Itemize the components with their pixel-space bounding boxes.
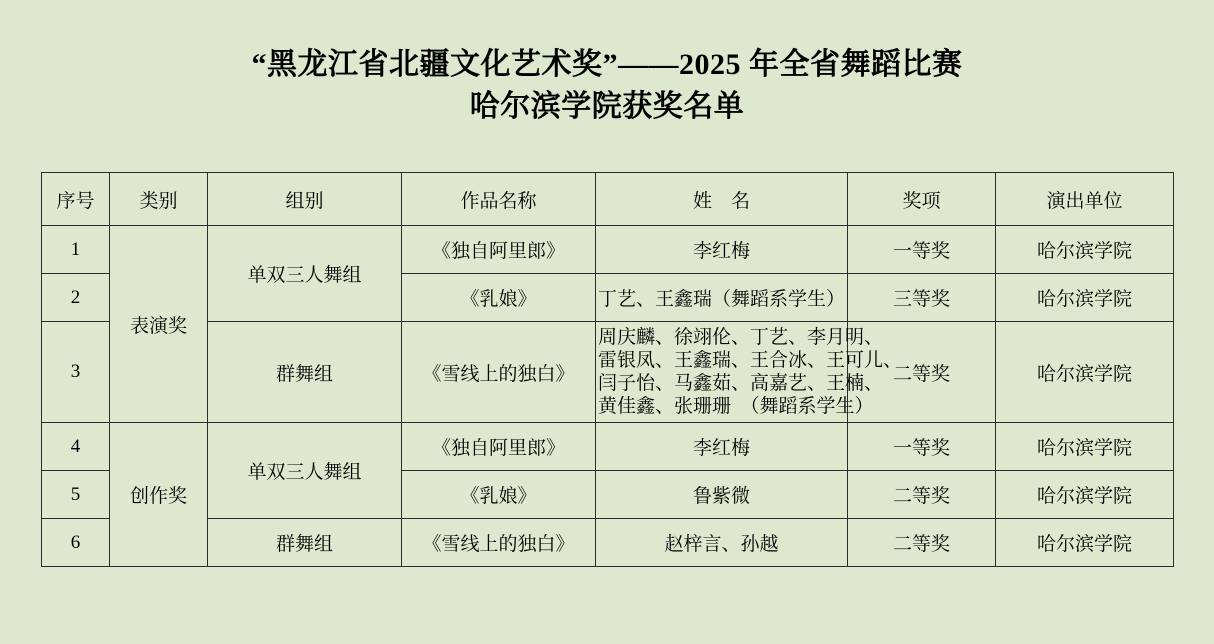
cell-work: 《乳娘》 bbox=[402, 274, 596, 322]
cell-unit: 哈尔滨学院 bbox=[996, 322, 1174, 423]
cell-work: 《乳娘》 bbox=[402, 471, 596, 519]
cell-names-line: 周庆麟、徐翊伦、丁艺、李月明、 bbox=[598, 327, 884, 348]
table-header bbox=[42, 173, 1174, 226]
table-body bbox=[42, 226, 1174, 567]
cell-award: 二等奖 bbox=[848, 471, 996, 519]
table-row bbox=[42, 423, 1174, 471]
column-header-no: 序号 bbox=[42, 173, 110, 226]
cell-names: 李红梅 bbox=[596, 423, 848, 471]
cell-no: 4 bbox=[42, 423, 110, 471]
cell-no: 2 bbox=[42, 274, 110, 322]
column-header-unit: 演出单位 bbox=[996, 173, 1174, 226]
cell-no: 3 bbox=[42, 322, 110, 423]
cell-unit: 哈尔滨学院 bbox=[996, 519, 1174, 567]
cell-work: 《雪线上的独白》 bbox=[402, 322, 596, 423]
cell-award: 一等奖 bbox=[848, 423, 996, 471]
cell-work: 《独自阿里郎》 bbox=[402, 226, 596, 274]
cell-category-performance: 表演奖 bbox=[110, 226, 208, 423]
cell-award: 一等奖 bbox=[848, 226, 996, 274]
column-header-work: 作品名称 bbox=[402, 173, 596, 226]
cell-work: 《雪线上的独白》 bbox=[402, 519, 596, 567]
table-header-row bbox=[42, 173, 1174, 226]
cell-unit: 哈尔滨学院 bbox=[996, 226, 1174, 274]
cell-names bbox=[596, 322, 903, 423]
page-title-line-1: “黑龙江省北疆文化艺术奖”——2025 年全省舞蹈比赛 bbox=[251, 48, 963, 81]
cell-group-ensemble: 群舞组 bbox=[208, 322, 402, 423]
cell-group-solo-duo-trio: 单双三人舞组 bbox=[208, 423, 402, 519]
cell-award: 二等奖 bbox=[848, 322, 996, 423]
cell-unit: 哈尔滨学院 bbox=[996, 423, 1174, 471]
award-table-wrapper bbox=[41, 128, 1173, 567]
cell-unit: 哈尔滨学院 bbox=[996, 274, 1174, 322]
cell-group-solo-duo-trio: 单双三人舞组 bbox=[208, 226, 402, 322]
table-row bbox=[42, 226, 1174, 274]
table-row bbox=[42, 519, 1174, 567]
cell-names: 丁艺、王鑫瑞（舞蹈系学生） bbox=[596, 274, 848, 322]
cell-names: 赵梓言、孙越 bbox=[596, 519, 848, 567]
page-title bbox=[0, 0, 1214, 128]
cell-names-line: 雷银凤、王鑫瑞、王合冰、王可儿、 bbox=[598, 350, 903, 371]
cell-names-line: 黄佳鑫、张珊珊 （舞蹈系学生） bbox=[598, 396, 874, 417]
column-header-category: 类别 bbox=[110, 173, 208, 226]
cell-work: 《独自阿里郎》 bbox=[402, 423, 596, 471]
cell-award: 二等奖 bbox=[848, 519, 996, 567]
cell-award: 三等奖 bbox=[848, 274, 996, 322]
column-header-name: 姓 名 bbox=[596, 173, 848, 226]
cell-category-creation: 创作奖 bbox=[110, 423, 208, 567]
cell-no: 1 bbox=[42, 226, 110, 274]
page-title-line-2: 哈尔滨学院获奖名单 bbox=[469, 90, 745, 123]
cell-names-line: 闫子怡、马鑫茹、高嘉艺、王楠、 bbox=[598, 373, 884, 394]
cell-group-ensemble: 群舞组 bbox=[208, 519, 402, 567]
column-header-award: 奖项 bbox=[848, 173, 996, 226]
cell-no: 5 bbox=[42, 471, 110, 519]
cell-no: 6 bbox=[42, 519, 110, 567]
award-table bbox=[41, 172, 1174, 567]
cell-names: 李红梅 bbox=[596, 226, 848, 274]
cell-unit: 哈尔滨学院 bbox=[996, 471, 1174, 519]
column-header-group: 组别 bbox=[208, 173, 402, 226]
table-row bbox=[42, 322, 1174, 423]
cell-names: 鲁紫微 bbox=[596, 471, 848, 519]
